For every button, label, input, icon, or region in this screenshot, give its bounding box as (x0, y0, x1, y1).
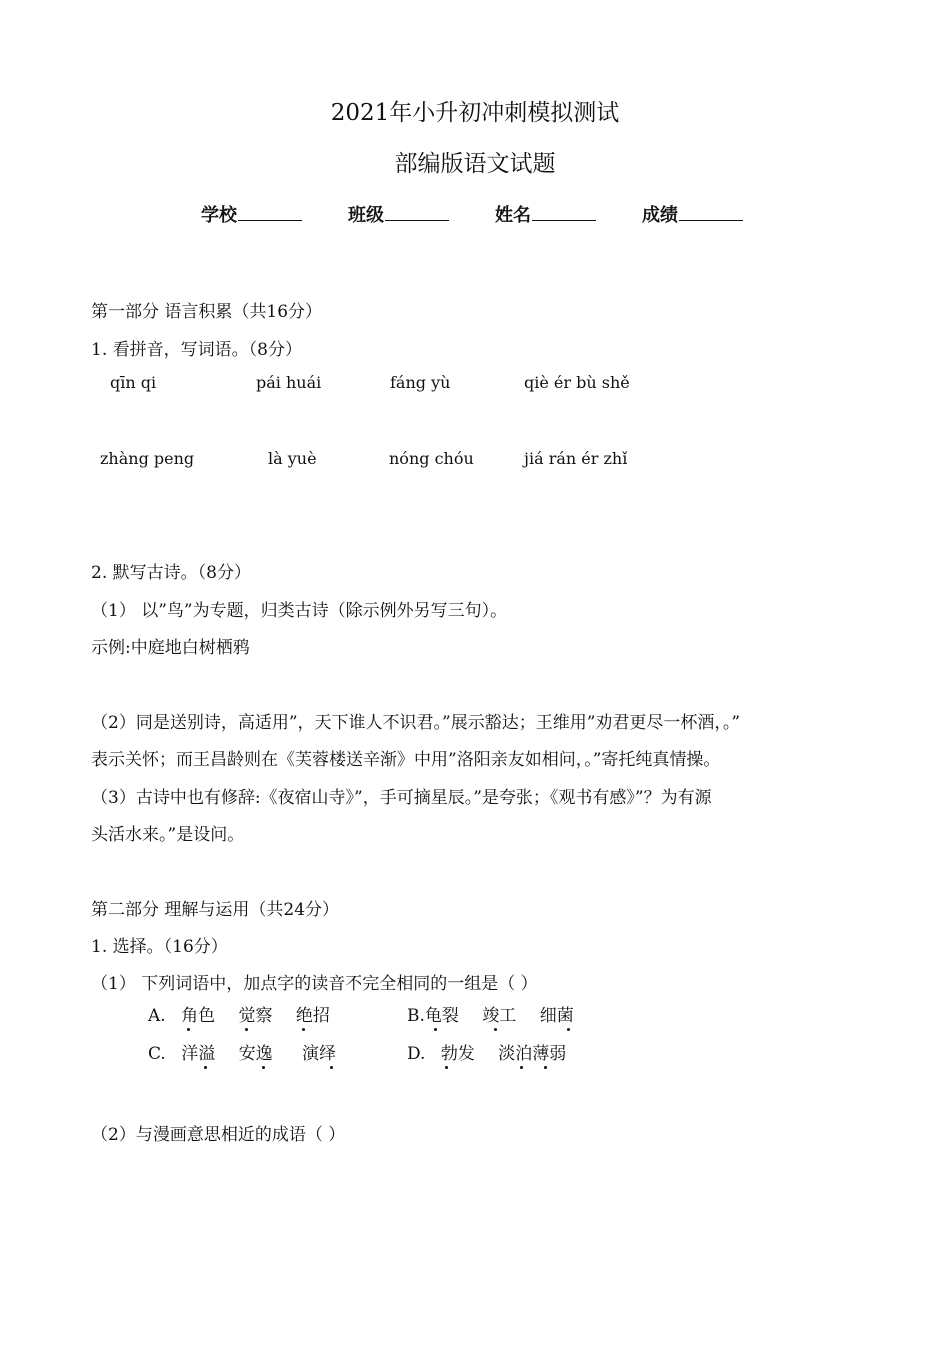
emphasis-dot (245, 1028, 248, 1031)
pinyin-item: zhàng peng (100, 449, 195, 468)
field-score-label: 成绩 (642, 205, 678, 226)
option-word: 勃发 (440, 1044, 475, 1064)
q2-sub3-line1: （3）古诗中也有修辞:《夜宿山寺》”，手可摘星辰。”是夸张；《观书有感》”？为有源 (91, 788, 712, 808)
pinyin-item: jiá rán ér zhǐ (524, 449, 628, 468)
option-a[interactable] (148, 1001, 330, 1026)
q2-sub1: （1） 以”鸟”为专题，归类古诗（除示例外另写三句）。 (91, 601, 508, 621)
option-word: 绝招 (295, 1006, 330, 1026)
p2-q1-sub1: （1） 下列词语中，加点字的读音不完全相同的一组是（ ） (91, 974, 538, 994)
q1-prompt: 1. 看拼音，写词语。（8分） (91, 340, 302, 360)
field-name[interactable] (495, 201, 596, 227)
option-d-label: D. (407, 1044, 426, 1064)
emphasis-dot (204, 1066, 207, 1069)
emphasis-dot (302, 1028, 305, 1031)
field-school-blank[interactable] (238, 204, 302, 221)
pinyin-item: là yuè (268, 449, 317, 468)
option-c[interactable] (148, 1039, 336, 1064)
option-word: 淡泊薄弱 (498, 1044, 567, 1064)
field-school[interactable] (201, 201, 302, 227)
emphasis-dot (434, 1028, 437, 1031)
option-word: 角色 (181, 1006, 216, 1026)
field-score[interactable] (642, 201, 743, 227)
p2-q1-prompt: 1. 选择。（16分） (91, 937, 228, 957)
emphasis-dot (445, 1066, 448, 1069)
pinyin-item: pái huái (256, 373, 322, 392)
pinyin-item: qiè ér bù shě (524, 373, 630, 392)
option-word: 觉察 (238, 1006, 273, 1026)
q2-prompt: 2. 默写古诗。（8分） (91, 563, 251, 583)
option-word: 竣工 (482, 1006, 517, 1026)
option-word: 洋溢 (181, 1044, 216, 1064)
emphasis-dot (330, 1066, 333, 1069)
emphasis-dot (567, 1028, 570, 1031)
field-score-blank[interactable] (679, 204, 743, 221)
page-subtitle: 部编版语文试题 (394, 151, 556, 177)
field-name-blank[interactable] (532, 204, 596, 221)
field-name-label: 姓名 (495, 205, 531, 226)
option-word: 龟裂 (424, 1006, 459, 1026)
option-a-label: A. (148, 1006, 166, 1026)
option-word: 安逸 (238, 1044, 273, 1064)
option-b[interactable] (407, 1001, 574, 1026)
field-class[interactable] (348, 201, 449, 227)
pinyin-item: nóng chóu (389, 449, 474, 468)
option-c-label: C. (148, 1044, 166, 1064)
emphasis-dot (262, 1066, 265, 1069)
q2-example: 示例:中庭地白树栖鸦 (91, 638, 250, 658)
option-word: 细菌 (539, 1006, 574, 1026)
field-class-label: 班级 (348, 205, 384, 226)
emphasis-dot (544, 1066, 547, 1069)
page-title: 2021年小升初冲刺模拟测试 (330, 100, 620, 126)
emphasis-dot (520, 1066, 523, 1069)
emphasis-dot (494, 1028, 497, 1031)
pinyin-item: qīn qi (110, 373, 157, 392)
field-class-blank[interactable] (385, 204, 449, 221)
part1-heading: 第一部分 语言积累（共16分） (91, 302, 323, 322)
option-d[interactable] (407, 1039, 566, 1064)
emphasis-dot (187, 1028, 190, 1031)
q2-sub3-line2: 头活水来。”是设问。 (91, 825, 245, 845)
part2-heading: 第二部分 理解与运用（共24分） (91, 900, 340, 920)
field-school-label: 学校 (201, 205, 237, 226)
q2-sub2-line2: 表示关怀；而王昌龄则在《芙蓉楼送辛渐》中用”洛阳亲友如相问，。”寄托纯真情操。 (91, 750, 721, 770)
option-b-label: B. (407, 1006, 425, 1026)
q2-sub2-line1: （2）同是送别诗，高适用”，天下谁人不识君。”展示豁达；王维用”劝君更尽一杯酒，。” (91, 713, 741, 733)
p2-q1-sub2: （2）与漫画意思相近的成语（ ） (91, 1125, 346, 1145)
pinyin-item: fáng yù (390, 373, 451, 392)
option-word: 演绎 (302, 1044, 337, 1064)
